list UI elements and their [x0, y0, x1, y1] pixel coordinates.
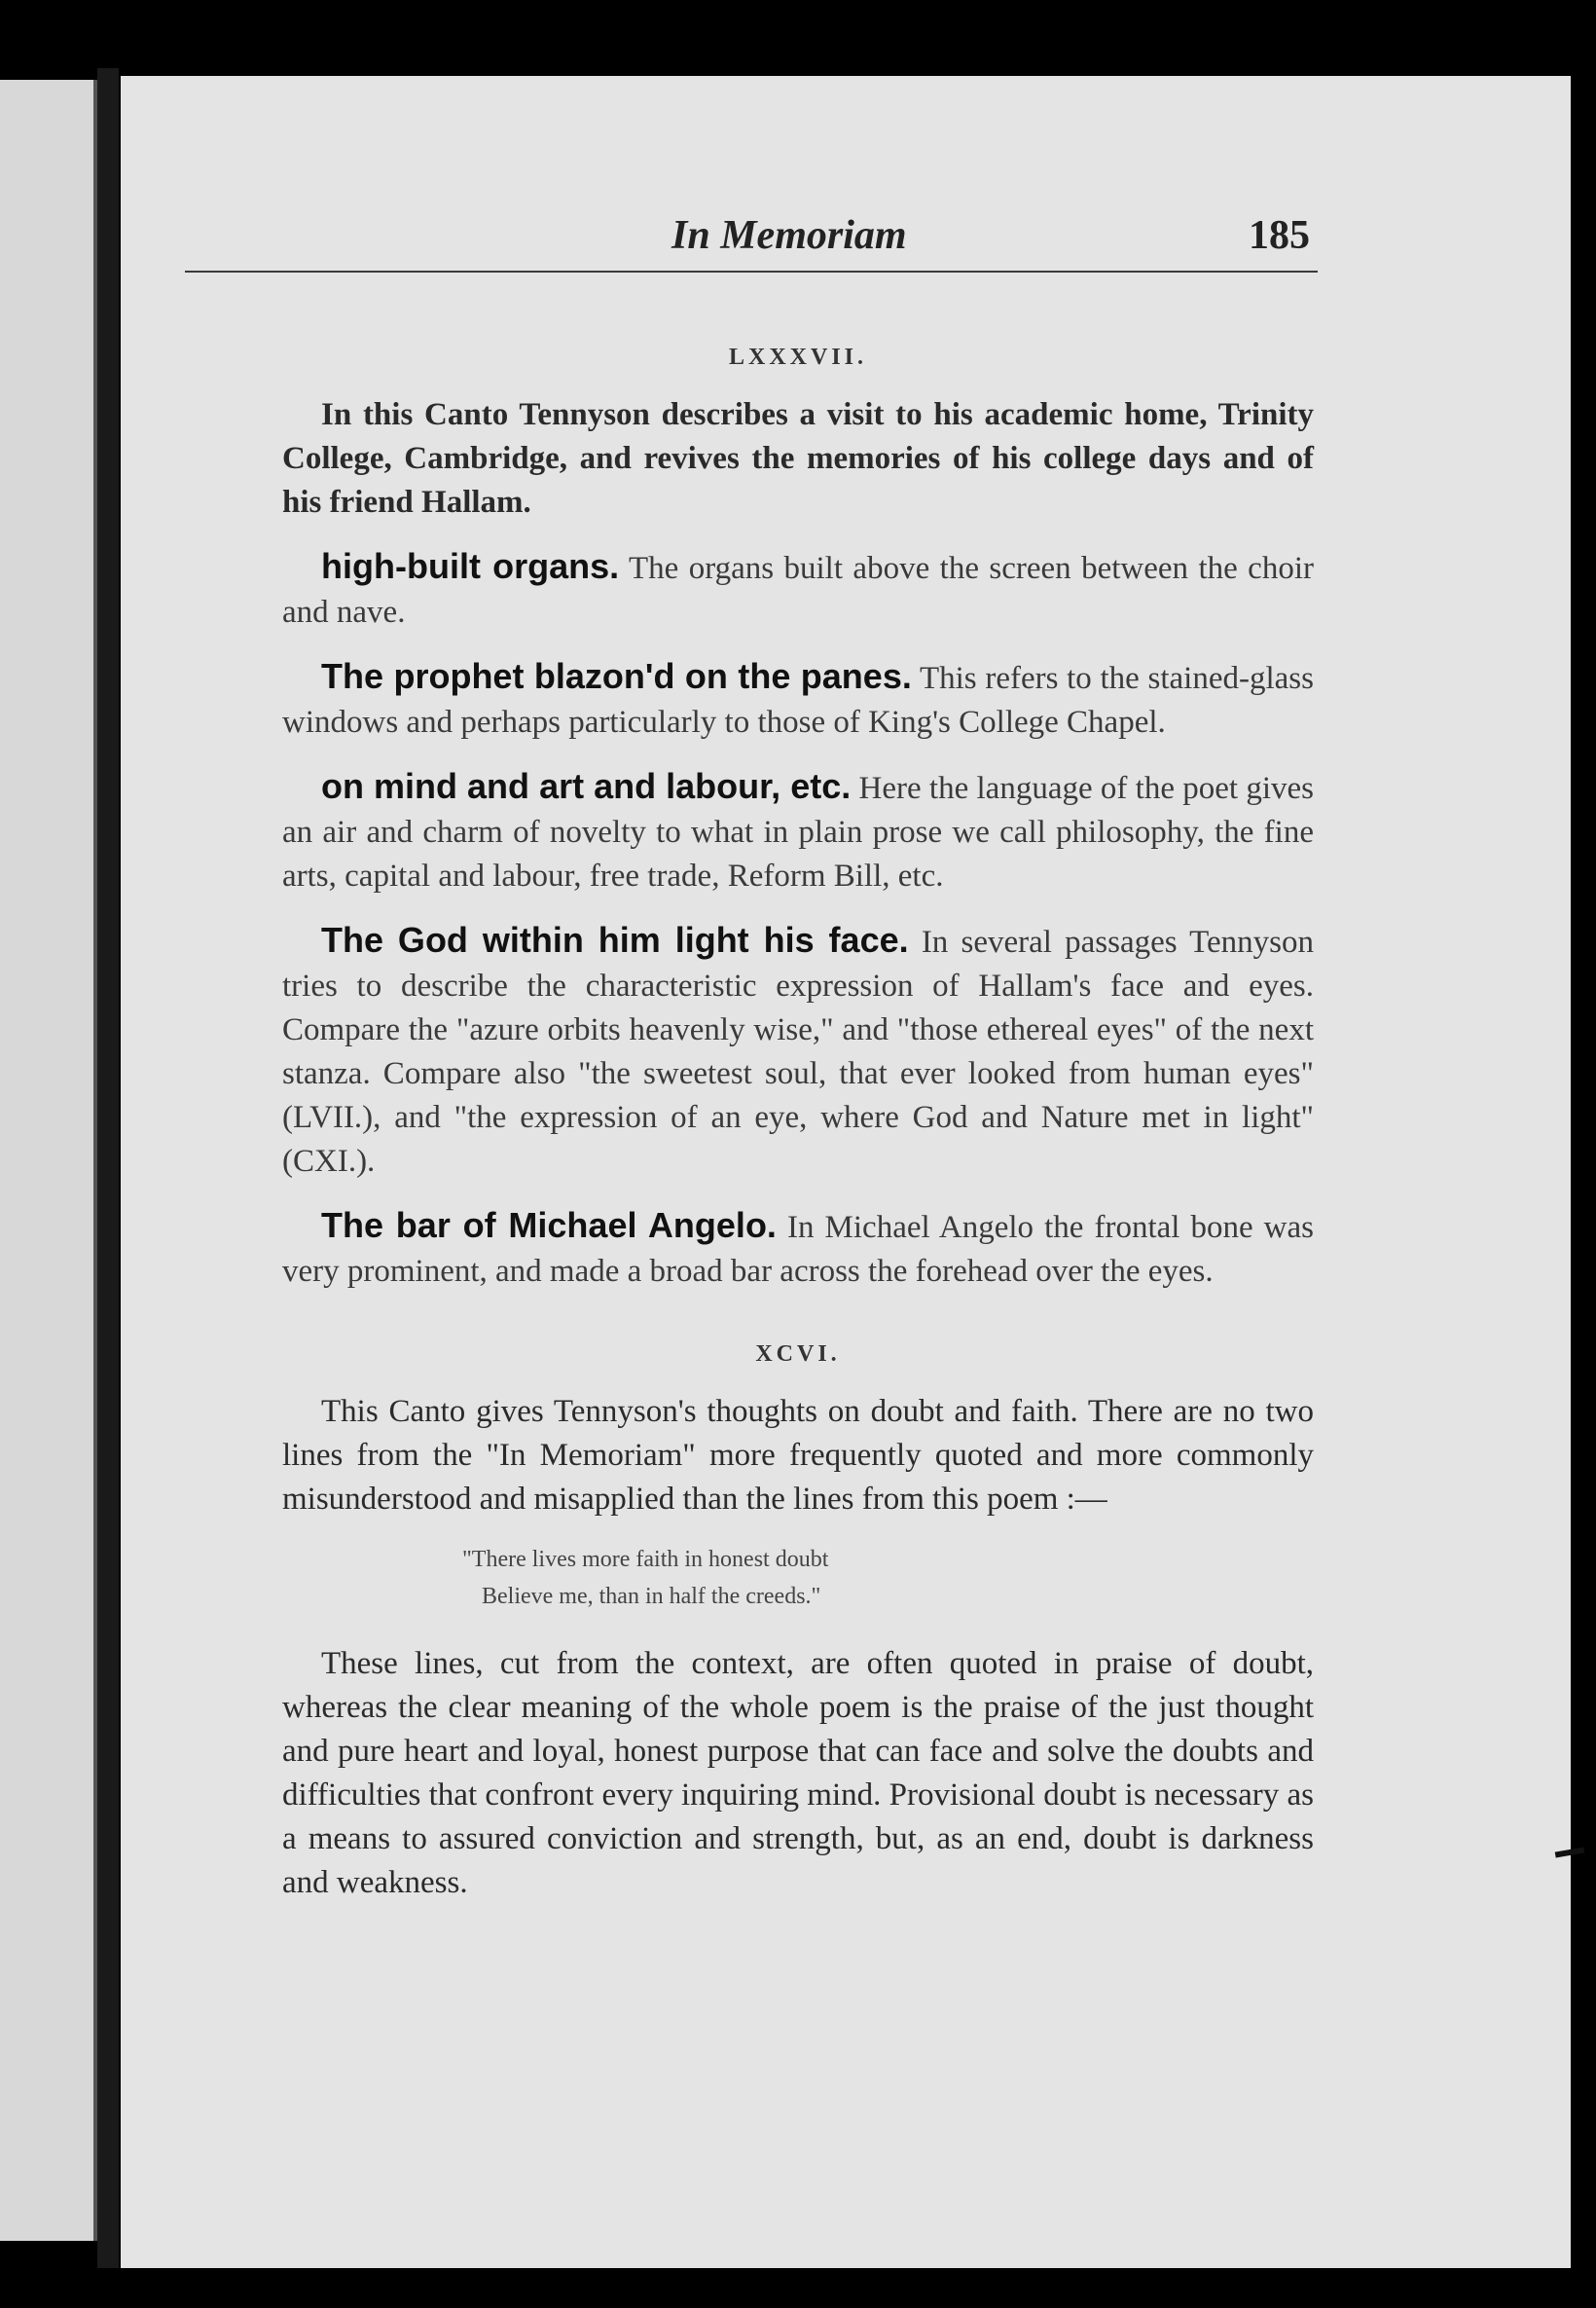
section-number-lxxxvii: LXXXVII. [728, 345, 867, 370]
note-entry [282, 654, 1314, 745]
paragraph: This Canto gives Tennyson's thoughts on doubt and faith. There are no two lines from the "In Memoriam" more frequently quoted and more commonly misunderstood and misapplied than the lines from this poem :— [282, 1394, 1314, 1517]
note-term: high-built organs. [321, 546, 620, 586]
running-header [185, 212, 1318, 273]
note-term: The God within him light his face. [321, 920, 909, 960]
paragraph: These lines, cut from the context, are often quoted in praise of doubt, whereas the clear meaning of the whole poem is the praise of the just thought and pure heart and loyal, honest purpose that can face and solve the doubts and difficulties that confront every inquiring mind. Provisional doubt is necessary as a means to assured conviction and strength, but, as an end, doubt is darkness and weakness. [282, 1646, 1314, 1900]
adjacent-page-edge [0, 80, 97, 2241]
section-intro: In this Canto Tennyson describes a visit to his academic home, Trinity College, Cambridge, and revives the memories of his college days and of his friend Hallam. [282, 397, 1314, 520]
note-entry [282, 764, 1314, 898]
book-gutter [97, 68, 119, 2268]
note-gloss: In several passages Tennyson tries to describe the characteristic expression of Hallam's face and eyes. Compare the "azure orbits heavenly wise," and "those ethereal eyes" of the next stanza. Compare also "the sweetest soul, that ever looked from human eyes" (LVII.), and "the expression of an eye, where God and Nature met in light" (CXI.). [282, 925, 1315, 1179]
note-entry [282, 918, 1314, 1184]
note-gloss: Here the language of the poet gives an air and charm of novelty to what in plain prose we call philosophy, the fine arts, capital and labour, free trade, Reform Bill, etc. [282, 771, 1314, 894]
note-term: The bar of Michael Angelo. [321, 1205, 777, 1245]
quote-line: Believe me, than in half the creeds." [482, 1584, 821, 1609]
page-content [282, 336, 1314, 1924]
note-gloss: The organs built above the screen between the choir and nave. [282, 551, 1314, 630]
section-number-xcvi: XCVI. [755, 1341, 841, 1367]
block-quote [462, 1541, 1314, 1615]
running-title: In Memoriam [671, 213, 907, 258]
note-term: on mind and art and labour, etc. [321, 766, 852, 806]
quote-line: "There lives more faith in honest doubt [462, 1547, 829, 1572]
note-entry [282, 544, 1314, 635]
note-gloss: This refers to the stained-glass windows and perhaps particularly to those of King's College Chapel. [282, 661, 1314, 740]
note-entry [282, 1203, 1314, 1294]
note-gloss: In Michael Angelo the frontal bone was very prominent, and made a broad bar across the forehead over the eyes. [282, 1210, 1315, 1289]
page-number: 185 [1249, 213, 1310, 258]
note-term: The prophet blazon'd on the panes. [321, 656, 912, 696]
